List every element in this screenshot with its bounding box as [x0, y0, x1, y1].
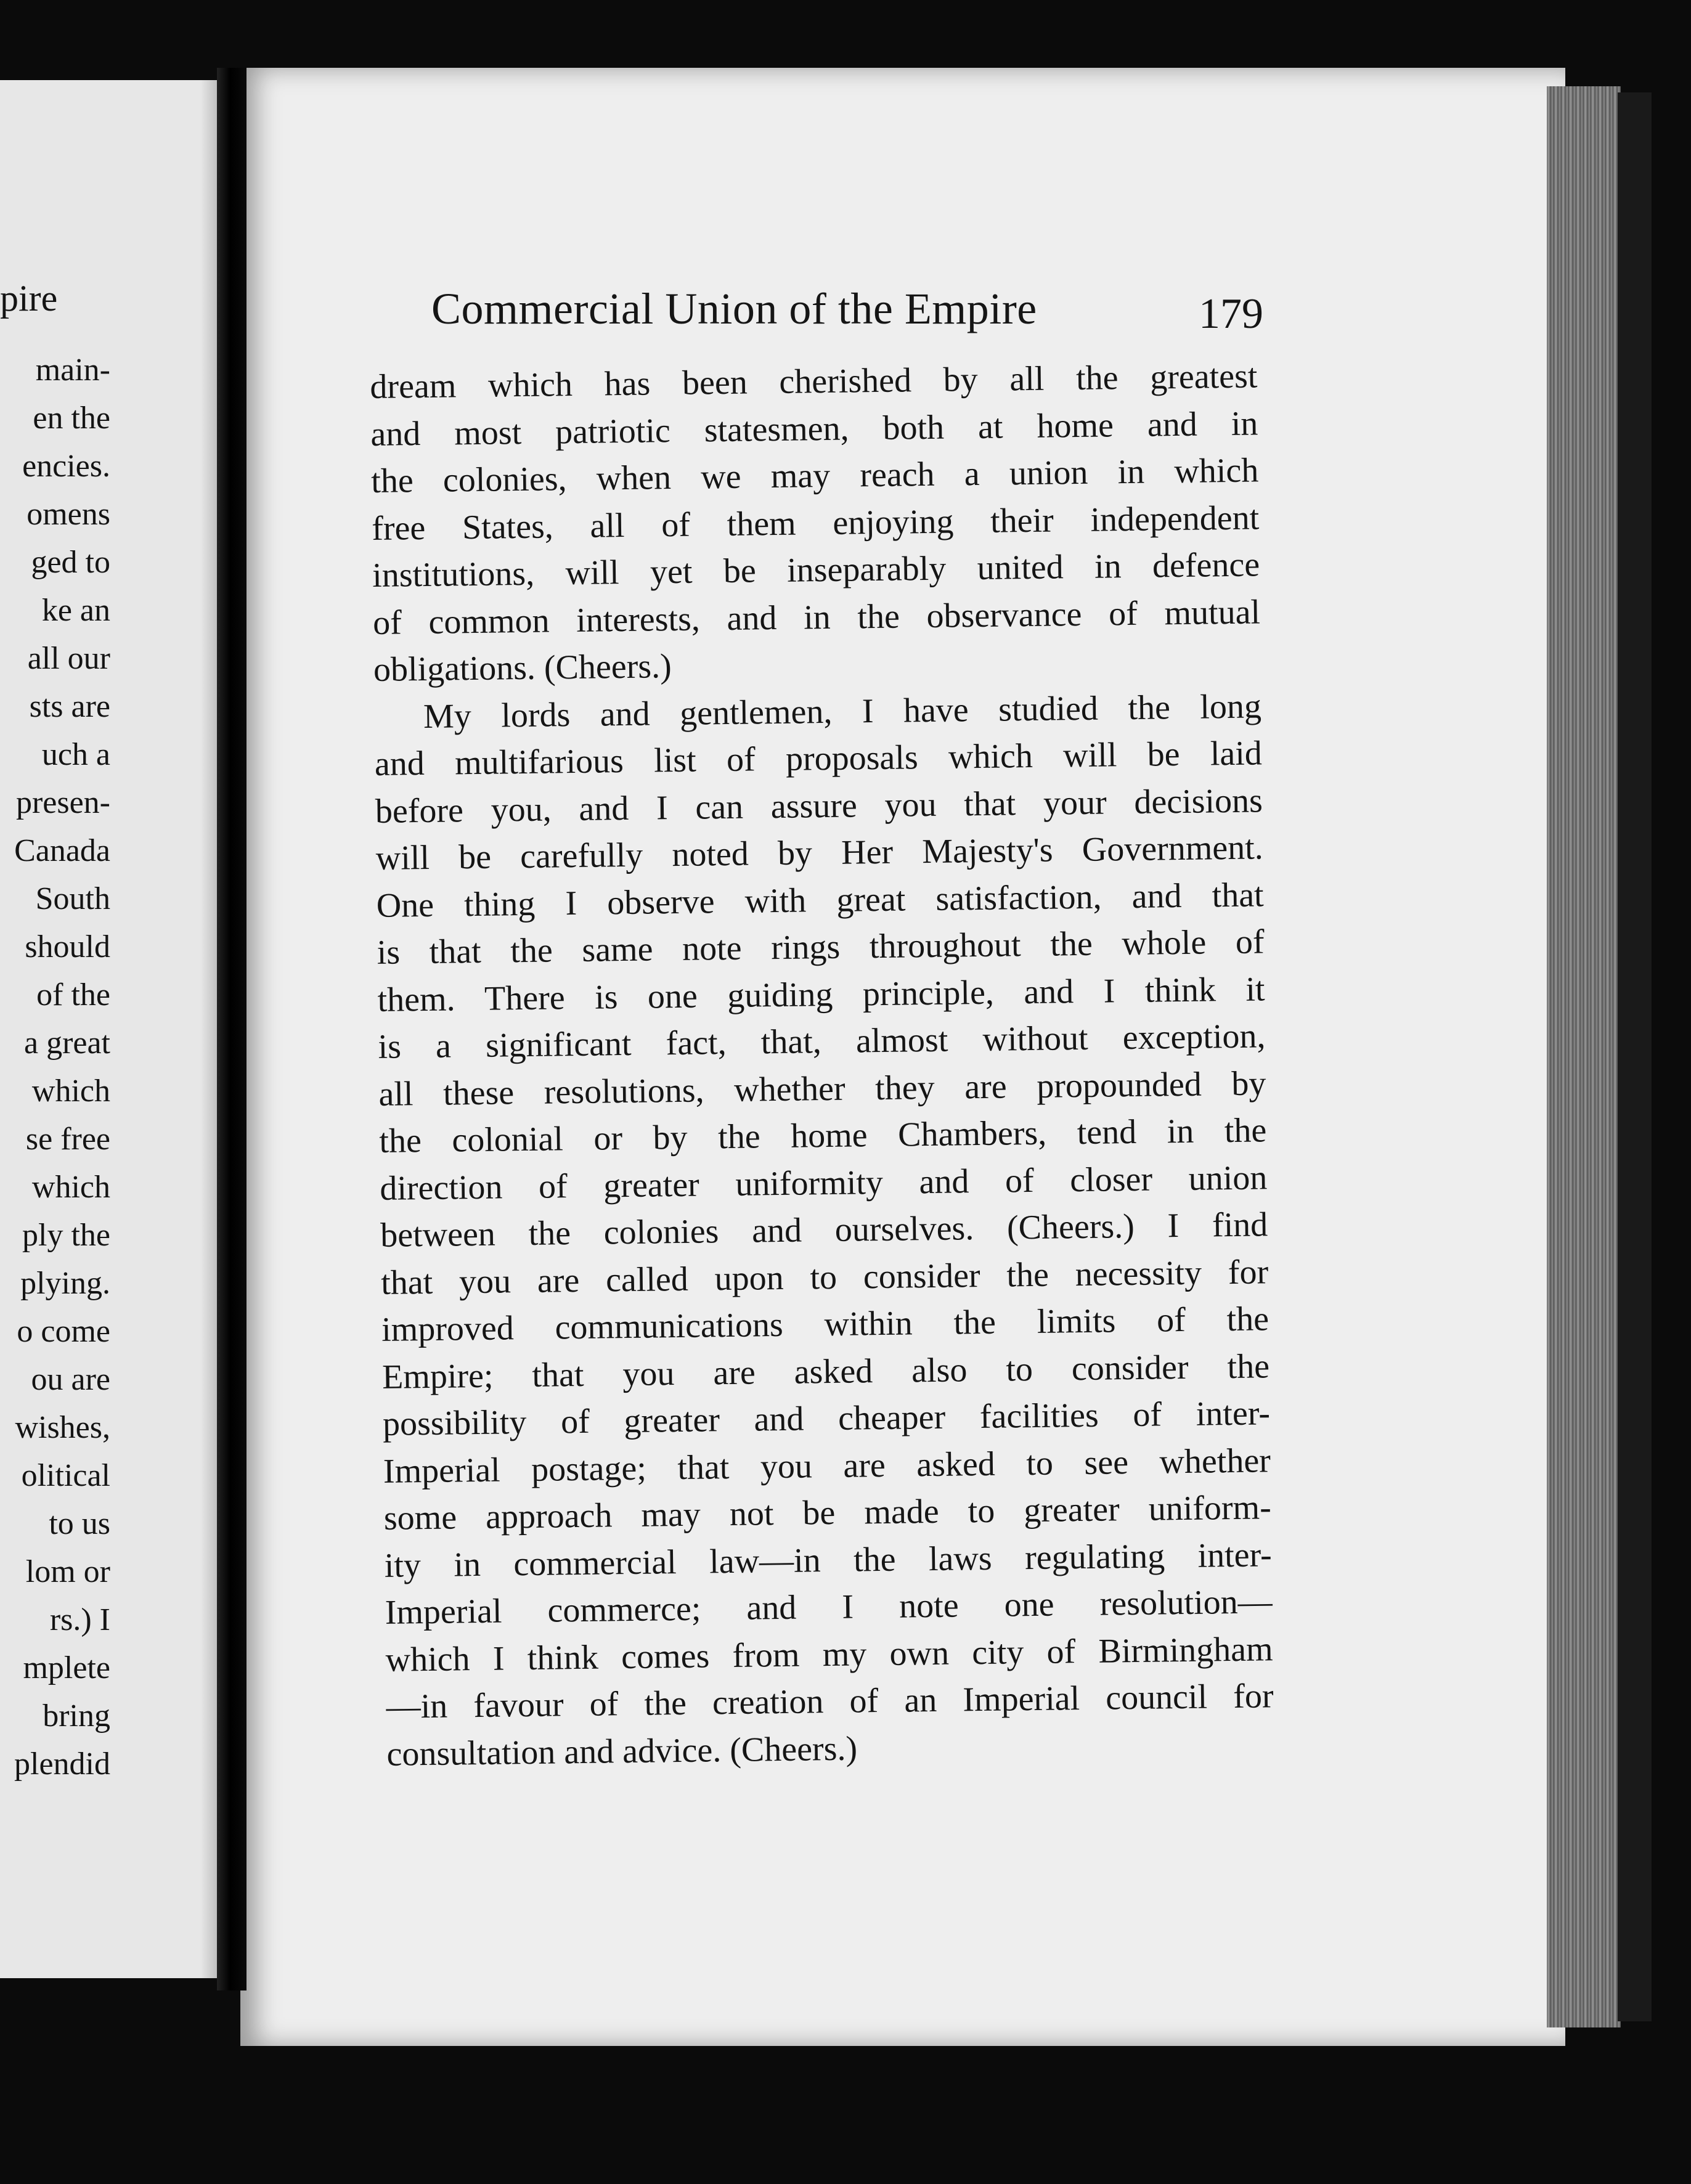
text-line: some approach may not be made to greater uniform-: [383, 1488, 1272, 1538]
facing-page-line: ou are: [31, 1362, 110, 1397]
facing-page-line: bring: [43, 1698, 110, 1734]
text-line: before you, and I can assure you that your decisions: [375, 781, 1263, 831]
text-line: ity in commercial law—in the laws regulating inter-: [384, 1535, 1273, 1585]
facing-page-line: rs.) I: [49, 1602, 110, 1637]
facing-page-line: encies.: [22, 449, 110, 484]
facing-page-line: which: [31, 1074, 110, 1109]
text-line: the colonial or by the home Chambers, tend in the: [379, 1111, 1267, 1160]
page-edges: [1547, 86, 1621, 2027]
text-line: between the colonies and ourselves. (Cheers.) I find: [380, 1205, 1268, 1255]
text-line: improved communications within the limits of the: [381, 1300, 1269, 1349]
facing-page-line: se free: [25, 1122, 110, 1157]
text-line: is a significant fact, that, almost without exception,: [378, 1017, 1266, 1066]
text-line: that you are called upon to consider the necessity for: [380, 1252, 1269, 1302]
body-text: [370, 352, 1274, 1777]
facing-page-line: lom or: [25, 1554, 110, 1589]
page-number: 179: [1199, 290, 1263, 338]
facing-page-line: to us: [49, 1506, 110, 1541]
running-title: Commercial Union of the Empire: [431, 284, 1037, 333]
facing-page-line: should: [25, 929, 110, 964]
text-line: One thing I observe with great satisfaction, and that: [376, 875, 1265, 925]
running-head: [431, 283, 1263, 345]
text-line: Imperial commerce; and I note one resolution—: [385, 1583, 1273, 1632]
facing-page-line: South: [35, 881, 110, 916]
facing-page-line: presen-: [15, 785, 110, 820]
text-line: possibility of greater and cheaper facilities of inter-: [382, 1394, 1271, 1443]
text-line: obligations. (Cheers.): [373, 647, 672, 689]
facing-page-line: a great: [23, 1025, 110, 1061]
facing-page-line: wishes,: [15, 1410, 110, 1445]
facing-page-line: all our: [27, 641, 110, 676]
facing-page-line: ke an: [41, 593, 110, 628]
text-line: of common interests, and in the observance of mutual: [372, 592, 1261, 642]
text-line: which I think comes from my own city of Birmingham: [385, 1629, 1273, 1679]
text-line: My lords and gentlemen, I have studied the long: [423, 687, 1262, 736]
facing-page-line: mplete: [23, 1650, 110, 1685]
text-line: direction of greater uniformity and of closer union: [379, 1158, 1268, 1208]
facing-page-line: plying.: [20, 1266, 110, 1301]
book-cover-edge: [1618, 92, 1652, 2021]
book-gutter: [217, 68, 247, 1990]
text-line: Imperial postage; that you are asked to see whether: [383, 1441, 1271, 1491]
text-line: institutions, will yet be inseparably united in defence: [372, 545, 1260, 595]
facing-page-line: en the: [33, 401, 110, 436]
facing-page-line: o come: [17, 1314, 110, 1349]
text-line: free States, all of them enjoying their independent: [371, 498, 1260, 548]
facing-page-line: main-: [35, 352, 110, 388]
text-line: the colonies, when we may reach a union in which: [370, 451, 1259, 500]
facing-page-line: omens: [26, 497, 110, 532]
facing-page-line: of the: [36, 977, 110, 1013]
facing-page: [0, 80, 225, 1978]
text-line: Empire; that you are asked also to consider the: [381, 1347, 1270, 1396]
facing-page-line: ply the: [22, 1218, 110, 1253]
facing-page-line: Canada: [14, 833, 110, 868]
text-line: —in favour of the creation of an Imperial council for: [386, 1677, 1274, 1726]
text-line: and most patriotic statesmen, both at home and in: [370, 404, 1258, 454]
facing-page-line: which: [31, 1170, 110, 1205]
text-line: all these resolutions, whether they are propounded by: [378, 1064, 1266, 1114]
text-line: is that the same note rings throughout the whole of: [377, 923, 1265, 972]
facing-page-line: uch a: [41, 737, 110, 772]
paragraph: [374, 683, 1274, 1778]
text-line: consultation and advice. (Cheers.): [386, 1729, 858, 1774]
text-line: will be carefully noted by Her Majesty's Government.: [375, 828, 1264, 878]
facing-page-heading-fragment: pire: [0, 278, 58, 319]
text-line: and multifarious list of proposals which will be laid: [374, 734, 1263, 783]
text-line: dream which has been cherished by all the greatest: [370, 357, 1258, 406]
facing-page-line: olitical: [21, 1458, 110, 1493]
facing-page-line: plendid: [14, 1746, 110, 1782]
facing-page-line: sts are: [29, 689, 110, 724]
text-line: them. There is one guiding principle, and I think it: [377, 969, 1265, 1019]
paragraph: [370, 352, 1261, 693]
facing-page-line: ged to: [31, 545, 110, 580]
